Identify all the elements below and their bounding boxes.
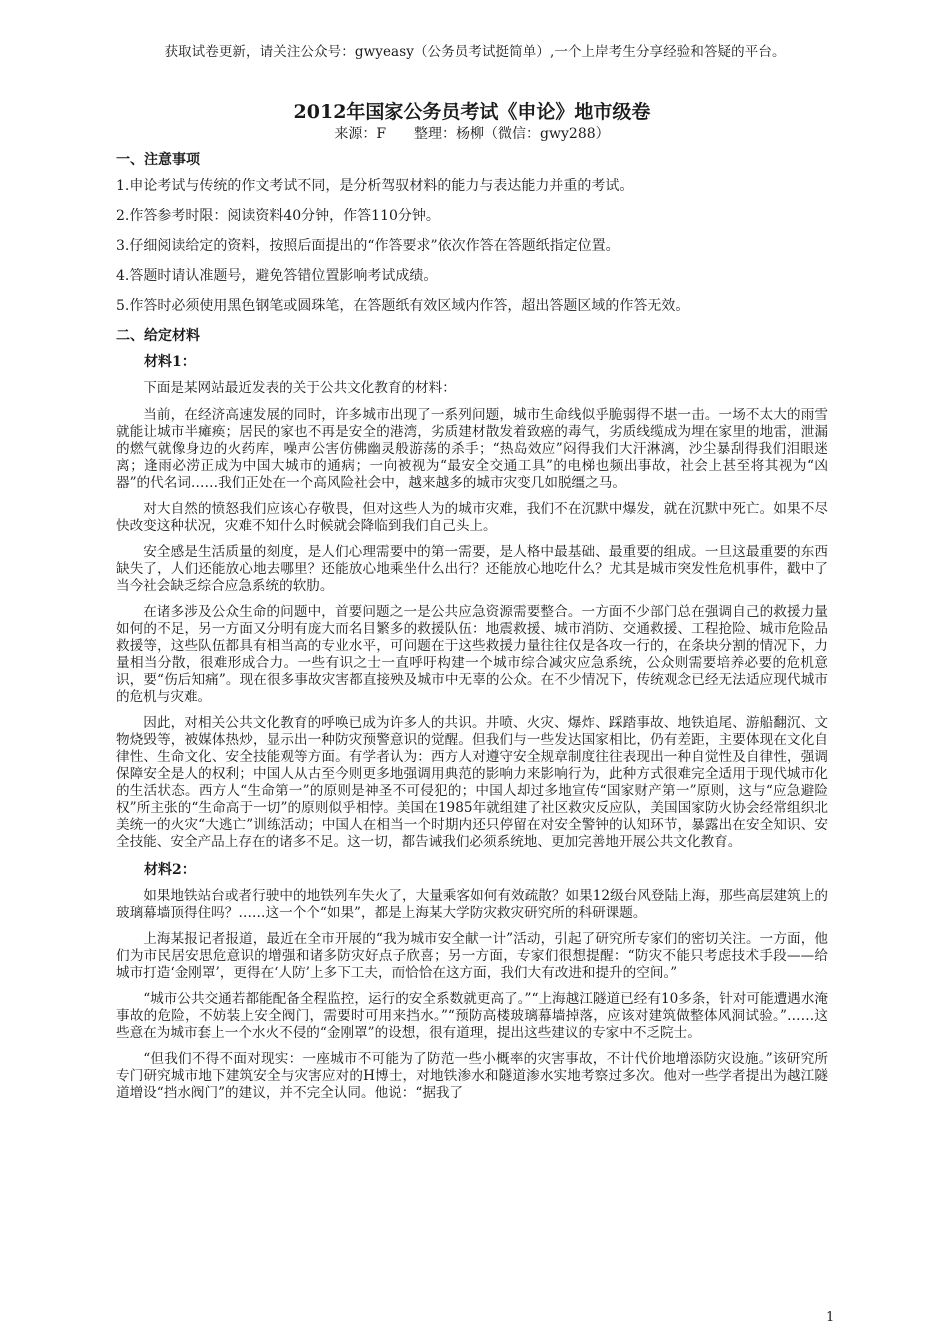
material-2-paragraph: 如果地铁站台或者行驶中的地铁列车失火了，大量乘客如何有效疏散？如果12级台风登陆上海，那些高层建筑上的玻璃幕墙顶得住吗？……这一个个“如果”，都是上海某大学防灾救灾研究所的科研课题。 — [116, 888, 828, 921]
notice-item: 1.申论考试与传统的作文考试不同，是分析驾驭材料的能力与表达能力并重的考试。 — [116, 178, 634, 194]
material-1-paragraph: 因此，对相关公共文化教育的呼唤已成为许多人的共识。井喷、火灾、爆炸、踩踏事故、地铁追尾、游船翻沉、文物烧毁等，被媒体热炒，显示出一种防灾预警意识的觉醒。但我们与一些发达国家相比，仍有差距，主要体现在文化自律性、生命文化、安全技能观等方面。有学者认为：西方人对遵守安全规章制度往往表现出一种自觉性及自律性，强调保障安全是人的权利；中国人从古至今则更多地强调用典范的影响力来影响行为，此种方式很难完全适用于现代城市化的生活状态。西方人“生命第一”的原则是神圣不可侵犯的；中国人却过多地宣传“国家财产第一”原则，这与“应急避险权”所主张的“生命高于一切”的原则似乎相悖。美国在1985年就组建了社区救灾反应队，美国国家防火协会经常组织北美统一的火灾“大逃亡”训练活动；中国人在相当一个时期内还只停留在对安全警钟的认知环节，暴露出在安全知识、安全技能、安全产品上存在的诸多不足。这一切，都告诫我们必须系统地、更加完善地开展公共文化教育。 — [116, 715, 828, 850]
section-heading-notes: 一、注意事项 — [116, 152, 200, 168]
material-1-paragraph: 当前，在经济高速发展的同时，许多城市出现了一系列问题，城市生命线似乎脆弱得不堪一击。一场不太大的雨雪就能让城市半瘫痪；居民的家也不再是安全的港湾，劣质建材散发着致癌的毒气，劣质线缆成为埋在家里的地雷，泄漏的燃气就像身边的火药库，噪声公害仿佛幽灵般游荡的杀手；“热岛效应”闷得我们大汗淋漓，沙尘暴刮得我们泪眼迷离；逢雨必涝正成为中国大城市的通病；一向被视为“最安全交通工具”的电梯也频出事故，社会上甚至将其视为“凶器”的代名词……我们正处在一个高风险社会中，越来越多的城市灾变几如脱缰之马。 — [116, 407, 828, 491]
page-number: 1 — [826, 1310, 835, 1325]
material-1-label: 材料1： — [144, 354, 196, 370]
notice-item: 4.答题时请认准题号，避免答错位置影响考试成绩。 — [116, 268, 438, 284]
material-2-paragraph: “但我们不得不面对现实：一座城市不可能为了防范一些小概率的灾害事故，不计代价地增添防灾设施。”该研究所专门研究城市地下建筑安全与灾害应对的H博士，对地铁渗水和隧道渗水实地考察过多次。他对一些学者提出为越江隧道增设“挡水阀门”的建议，并不完全认同。他说：“据我了 — [116, 1051, 828, 1101]
section-heading-materials: 二、给定材料 — [116, 328, 200, 344]
material-1-paragraph: 下面是某网站最近发表的关于公共文化教育的材料： — [143, 380, 456, 396]
document-title: 2012年国家公务员考试《申论》地市级卷 — [293, 101, 651, 123]
material-2-label: 材料2： — [144, 862, 196, 878]
material-2-paragraph: 上海某报记者报道，最近在全市开展的“我为城市安全献一计”活动，引起了研究所专家们的密切关注。一方面，他们为市民居安思危意识的增强和诸多防灾好点子欣喜；另一方面，专家们很想提醒：“防灾不能只考虑技术手段——给城市打造‘金刚罩’，更得在‘人防’上多下工夫，而恰恰在这方面，我们大有改进和提升的空间。” — [116, 931, 828, 981]
header-notice: 获取试卷更新，请关注公众号：gwyeasy（公务员考试挺简单）,一个上岸考生分享经验和答疑的平台。 — [164, 44, 786, 60]
document-subtitle: 来源：F 整理：杨柳（微信：gwy288） — [334, 126, 610, 142]
material-2-paragraph: “城市公共交通若都能配备全程监控，运行的安全系数就更高了。”“上海越江隧道已经有10多条，针对可能遭遇水淹事故的危险，不妨装上安全阀门，需要时可用来挡水。”“预防高楼玻璃幕墙掉落，应该对建筑做整体风洞试验。”……这些意在为城市套上一个水火不侵的“金刚罩”的设想，很有道理，提出这些建议的专家中不乏院士。 — [116, 991, 828, 1041]
document-body — [116, 100, 828, 1111]
notice-item: 3.仔细阅读给定的资料，按照后面提出的“作答要求”依次作答在答题纸指定位置。 — [116, 238, 620, 254]
material-1-paragraph: 安全感是生活质量的刻度，是人们心理需要中的第一需要，是人格中最基础、最重要的组成。一旦这最重要的东西缺失了，人们还能放心地去哪里？还能放心地乘坐什么出行？还能放心地吃什么？尤其是城市突发性危机事件，戳中了当今社会缺乏综合应急系统的软肋。 — [116, 544, 828, 594]
notice-item: 2.作答参考时限：阅读资料40分钟，作答110分钟。 — [116, 208, 440, 224]
material-1-paragraph: 对大自然的愤怒我们应该心存敬畏，但对这些人为的城市灾难，我们不在沉默中爆发，就在沉默中死亡。如果不尽快改变这种状况，灾难不知什么时候就会降临到我们自己头上。 — [116, 501, 828, 534]
material-1-paragraph: 在诸多涉及公众生命的问题中，首要问题之一是公共应急资源需要整合。一方面不少部门总在强调自己的救援力量如何的不足，另一方面又分明有庞大而名目繁多的救援队伍：地震救援、城市消防、交通救援、工程抢险、城市危险品救援等，这些队伍都具有相当高的专业水平，可问题在于这些救援力量往往仅是各攻一行的，在条块分割的情况下，力量相当分散，很难形成合力。一些有识之士一直呼吁构建一个城市综合减灾应急系统，公众则需要培养必要的危机意识，要“伤后知痛”。现在很多事故灾害都直接殃及城市中无辜的公众。在不少情况下，传统观念已经无法适应现代城市的危机与灾难。 — [116, 604, 828, 705]
notice-item: 5.作答时必须使用黑色钢笔或圆珠笔，在答题纸有效区域内作答，超出答题区域的作答无效。 — [116, 298, 690, 314]
